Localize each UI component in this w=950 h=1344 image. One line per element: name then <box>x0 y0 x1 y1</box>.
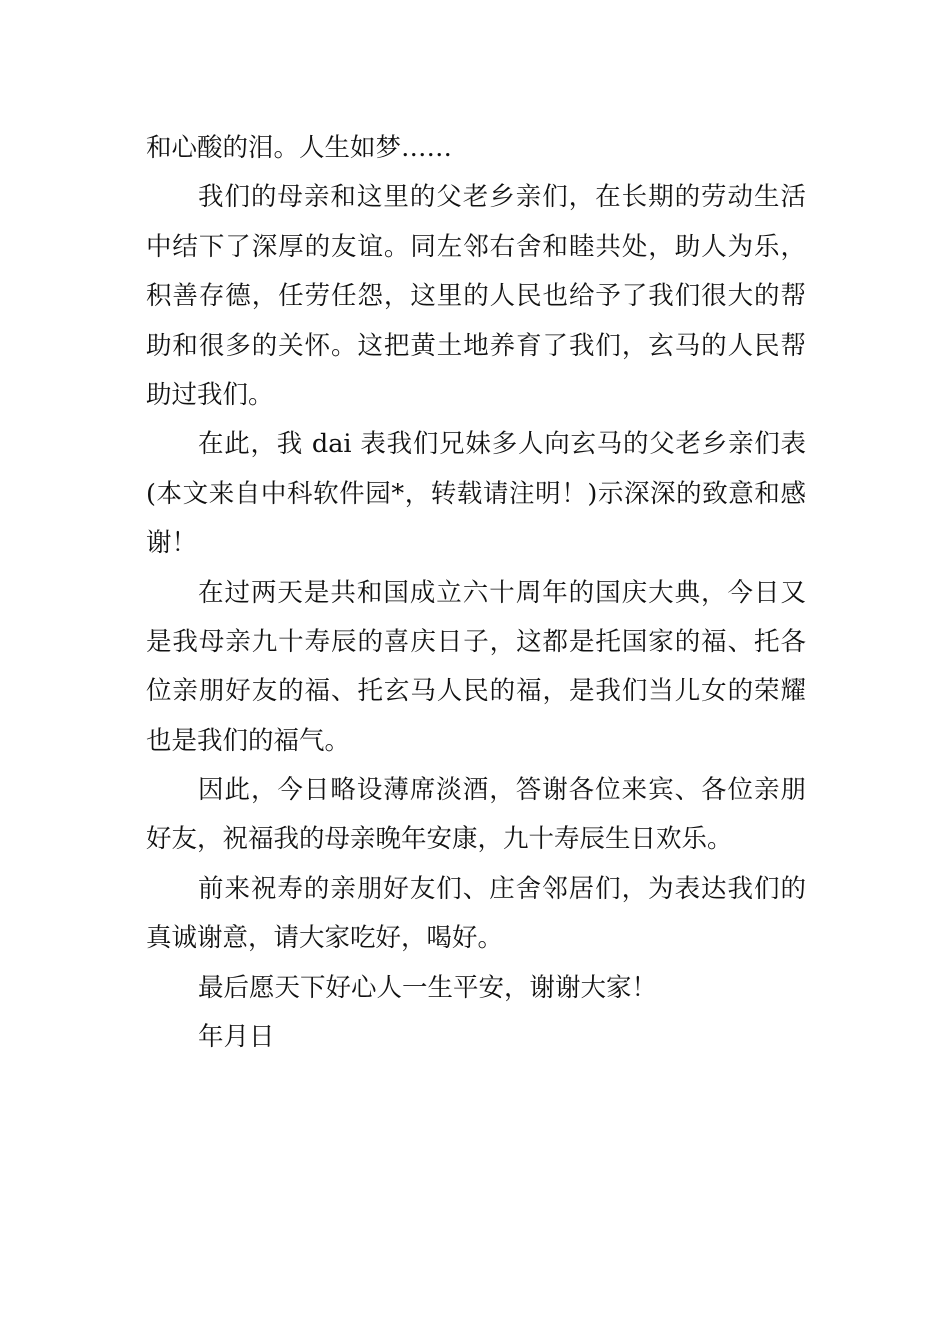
paragraph-4-line-2: 是我母亲九十寿辰的喜庆日子，这都是托国家的福、托各 <box>146 626 806 657</box>
document-body <box>146 124 806 1062</box>
paragraph-7-line-1: 最后愿天下好心人一生平安，谢谢大家！ <box>198 972 658 1003</box>
paragraph-6-line-1: 前来祝寿的亲朋好友们、庄舍邻居们，为表达我们的 <box>198 873 806 904</box>
paragraph-2-line-5: 助过我们。 <box>146 379 274 410</box>
paragraph-4-line-4: 也是我们的福气。 <box>146 725 351 756</box>
paragraph-5-line-2: 好友，祝福我的母亲晚年安康，九十寿辰生日欢乐。 <box>146 824 733 855</box>
paragraph-6-line-2: 真诚谢意，请大家吃好，喝好。 <box>146 923 504 954</box>
paragraph-2-line-2: 中结下了深厚的友谊。同左邻右舍和睦共处，助人为乐， <box>146 231 806 262</box>
date-line: 年月日 <box>198 1022 275 1053</box>
paragraph-2-line-1: 我们的母亲和这里的父老乡亲们，在长期的劳动生活 <box>198 182 806 213</box>
paragraph-2-line-3: 积善存德，任劳任怨，这里的人民也给予了我们很大的帮 <box>146 281 806 312</box>
paragraph-3-line-2: (本文来自中科软件园*，转载请注明！)示深深的致意和感 <box>146 478 806 509</box>
paragraph-3-line-1: 在此，我 dai 表我们兄妹多人向玄马的父老乡亲们表 <box>198 429 806 460</box>
paragraph-3-line-3: 谢！ <box>146 528 198 559</box>
paragraph-5-line-1: 因此，今日略设薄席淡酒，答谢各位来宾、各位亲朋 <box>198 775 806 806</box>
paragraph-4-line-1: 在过两天是共和国成立六十周年的国庆大典，今日又 <box>198 577 806 608</box>
paragraph-4-line-3: 位亲朋好友的福、托玄马人民的福，是我们当儿女的荣耀 <box>146 676 806 707</box>
paragraph-2-line-4: 助和很多的关怀。这把黄土地养育了我们，玄马的人民帮 <box>146 330 806 361</box>
paragraph-1-line-1: 和心酸的泪。人生如梦…… <box>146 133 453 163</box>
